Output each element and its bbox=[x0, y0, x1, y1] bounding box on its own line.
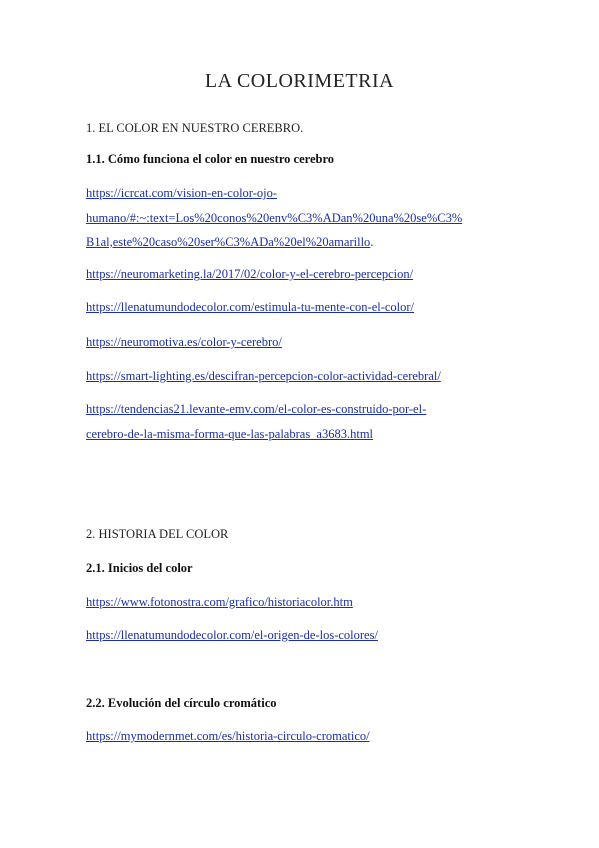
link-llenatumundodecolor-origen[interactable]: https://llenatumundodecolor.com/el-origen-de-los-colores/ bbox=[86, 628, 378, 642]
subsection-heading-2-2: 2.2. Evolución del círculo cromático bbox=[86, 696, 277, 710]
trailing-period: . bbox=[370, 235, 374, 249]
link-icrcat-line-3[interactable]: B1al,este%20caso%20ser%C3%ADa%20el%20amarillo bbox=[86, 235, 371, 249]
section-heading-1: 1. EL COLOR EN NUESTRO CEREBRO. bbox=[86, 121, 304, 135]
link-fotonostra[interactable]: https://www.fotonostra.com/grafico/historiacolor.htm bbox=[86, 595, 353, 609]
link-icrcat-line-3-wrapper bbox=[86, 235, 373, 250]
subsection-heading-2-1: 2.1. Inicios del color bbox=[86, 561, 193, 575]
link-mymodernmet[interactable]: https://mymodernmet.com/es/historia-circulo-cromatico/ bbox=[86, 729, 370, 743]
link-tendencias21-line-1[interactable]: https://tendencias21.levante-emv.com/el-color-es-construido-por-el- bbox=[86, 402, 427, 416]
link-smart-lighting[interactable]: https://smart-lighting.es/descifran-percepcion-color-actividad-cerebral/ bbox=[86, 369, 441, 383]
page-title: LA COLORIMETRIA bbox=[204, 70, 395, 92]
link-llenatumundodecolor-estimula[interactable]: https://llenatumundodecolor.com/estimula-tu-mente-con-el-color/ bbox=[86, 300, 415, 314]
link-icrcat-line-2[interactable]: humano/#:~:text=Los%20conos%20env%C3%ADan%20una%20se%C3% bbox=[86, 211, 463, 225]
link-tendencias21-line-2[interactable]: cerebro-de-la-misma-forma-que-las-palabras_a3683.html bbox=[86, 427, 374, 441]
link-neuromotiva[interactable]: https://neuromotiva.es/color-y-cerebro/ bbox=[86, 335, 282, 349]
subsection-heading-1-1: 1.1. Cómo funciona el color en nuestro cerebro bbox=[86, 152, 335, 166]
link-neuromarketing[interactable]: https://neuromarketing.la/2017/02/color-y-el-cerebro-percepcion/ bbox=[86, 267, 414, 281]
section-heading-2: 2. HISTORIA DEL COLOR bbox=[86, 527, 229, 541]
link-icrcat-line-1[interactable]: https://icrcat.com/vision-en-color-ojo- bbox=[86, 186, 278, 200]
